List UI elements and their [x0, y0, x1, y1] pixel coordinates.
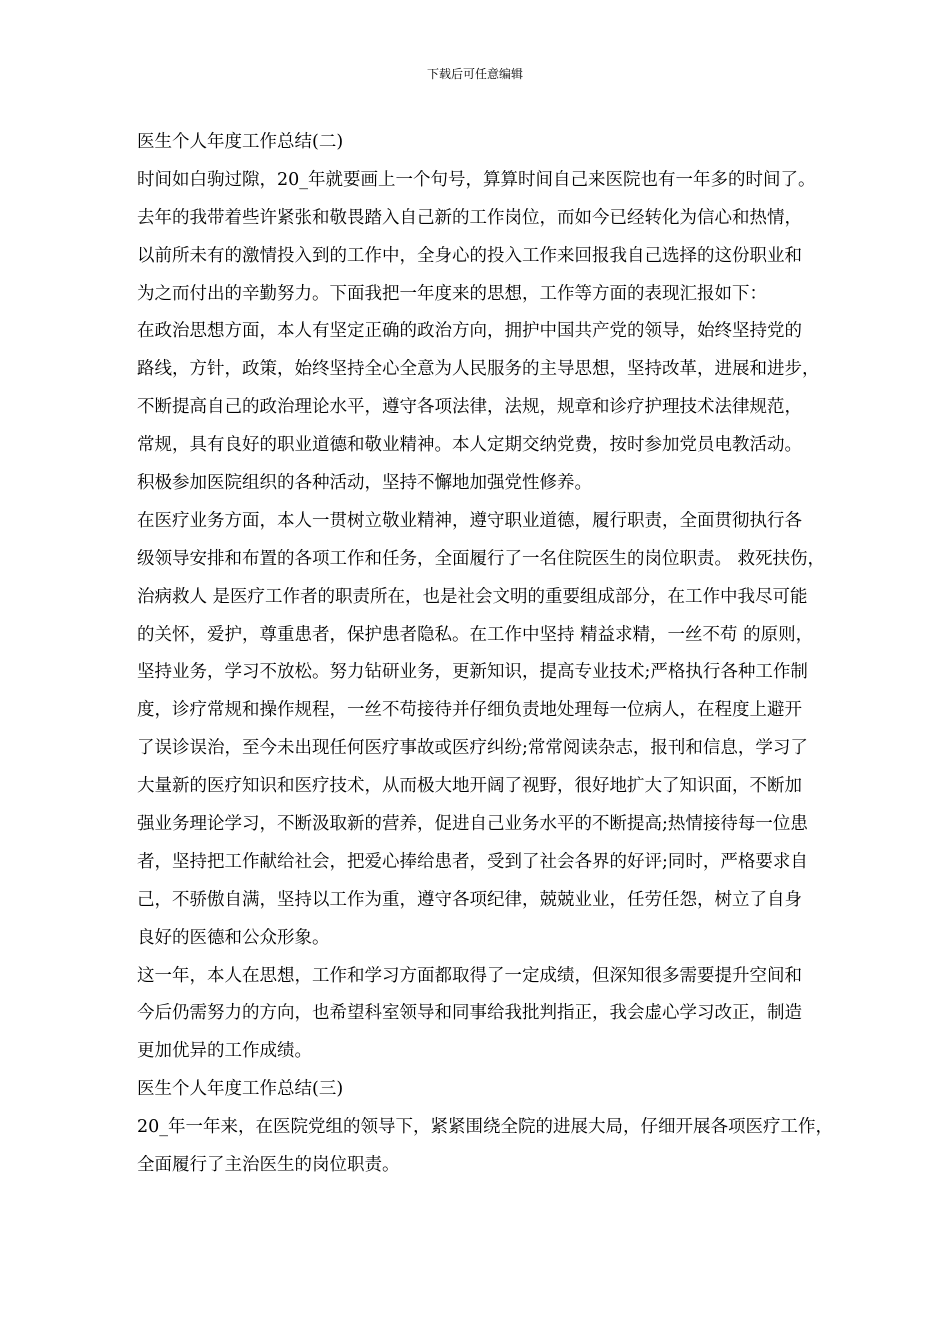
text-line: 路线，方针，政策，始终坚持全心全意为人民服务的主导思想，坚持改革，进展和进步， [137, 359, 820, 380]
text-line: 全面履行了主治医生的岗位职责。 [137, 1155, 400, 1176]
text-line: 医生个人年度工作总结(三) [137, 1079, 344, 1100]
text-line: 的关怀，爱护，尊重患者，保护患者隐私。在工作中坚持 精益求精，一丝不苟 的原则， [137, 624, 814, 645]
text-line: 己，不骄傲自满，坚持以工作为重，遵守各项纪律，兢兢业业，任劳任怨，树立了自身 [137, 889, 802, 910]
text-line: 了误诊误治，至今未出现任何医疗事故或医疗纠纷;常常阅读杂志，报刊和信息，学习了 [137, 738, 808, 759]
page-header-note: 下载后可任意编辑 [426, 67, 523, 81]
text-line: 大量新的医疗知识和医疗技术，从而极大地开阔了视野，很好地扩大了知识面，不断加 [137, 776, 802, 797]
text-line: 更加优异的工作成绩。 [137, 1041, 312, 1062]
text-line: 良好的医德和公众形象。 [137, 927, 330, 948]
text-line: 坚持业务，学习不放松。努力钻研业务，更新知识，提高专业技术;严格执行各种工作制 [137, 662, 808, 683]
text-line: 治病救人 是医疗工作者的职责所在，也是社会文明的重要组成部分，在工作中我尽可能 [137, 586, 808, 607]
text-line: 者，坚持把工作献给社会，把爱心捧给患者，受到了社会各界的好评;同时，严格要求自 [137, 851, 808, 872]
text-line: 时间如白驹过隙，20_年就要画上一个句号，算算时间自己来医院也有一年多的时间了。 [137, 169, 816, 190]
text-line: 20_年一年来，在医院党组的领导下，紧紧围绕全院的进展大局，仔细开展各项医疗工作， [137, 1117, 834, 1138]
text-line: 今后仍需努力的方向，也希望科室领导和同事给我批判指正，我会虚心学习改正，制造 [137, 1003, 802, 1024]
text-line: 不断提高自己的政治理论水平，遵守各项法律，法规，规章和诊疗护理技术法律规范， [137, 397, 802, 418]
text-line: 去年的我带着些许紧张和敬畏踏入自己新的工作岗位，而如今已经转化为信心和热情， [137, 207, 802, 228]
text-line: 这一年，本人在思想，工作和学习方面都取得了一定成绩，但深知很多需要提升空间和 [137, 965, 802, 986]
text-line: 以前所未有的激情投入到的工作中，全身心的投入工作来回报我自己选择的这份职业和 [137, 245, 802, 266]
text-line: 在医疗业务方面，本人一贯树立敬业精神，遵守职业道德，履行职责，全面贯彻执行各 [137, 510, 802, 531]
text-line: 在政治思想方面，本人有坚定正确的政治方向，拥护中国共产党的领导，始终坚持党的 [137, 321, 802, 342]
text-line: 为之而付出的辛勤努力。下面我把一年度来的思想，工作等方面的表现汇报如下： [137, 283, 767, 304]
text-line: 积极参加医院组织的各种活动，坚持不懈地加强党性修养。 [137, 473, 592, 494]
text-line: 度，诊疗常规和操作规程，一丝不苟接待并仔细负责地处理每一位病人，在程度上避开 [137, 700, 802, 721]
text-line: 常规，具有良好的职业道德和敬业精神。本人定期交纳党费，按时参加党员电教活动。 [137, 435, 802, 456]
document-body [137, 124, 889, 1185]
text-line: 强业务理论学习，不断汲取新的营养，促进自己业务水平的不断提高;热情接待每一位患 [137, 814, 808, 835]
text-line: 级领导安排和布置的各项工作和任务，全面履行了一名住院医生的岗位职责。 救死扶伤， [137, 548, 826, 569]
text-line: 医生个人年度工作总结(二) [137, 132, 344, 152]
